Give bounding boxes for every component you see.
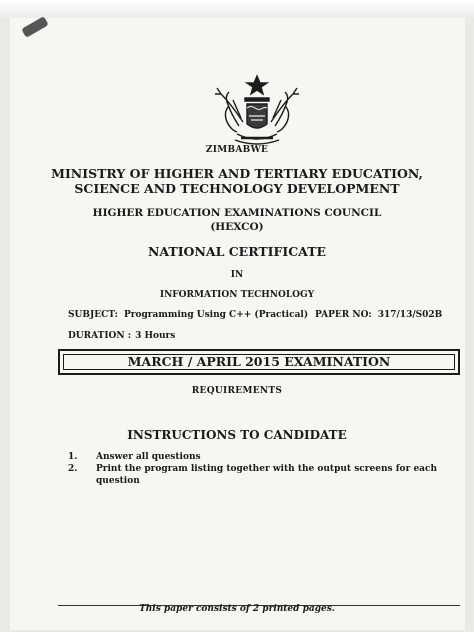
exam-title: MARCH / APRIL 2015 EXAMINATION [127, 354, 391, 369]
instruction-text: Answer all questions [96, 452, 201, 462]
requirements-heading: REQUIREMENTS [191, 386, 283, 396]
subject-value: Programming Using C++ (Practical) [123, 310, 309, 320]
instruction-number: 1. [68, 452, 78, 462]
instruction-text: Print the program listing together with the output screens for each [96, 464, 438, 474]
country-name: ZIMBABWE [205, 145, 269, 155]
instruction-number: 2. [68, 464, 78, 474]
certificate-connector: IN [230, 270, 244, 280]
exam-title-box [58, 349, 460, 375]
council-name: HIGHER EDUCATION EXAMINATIONS COUNCIL [92, 207, 382, 219]
paper-value: 317/13/S02B [377, 310, 443, 320]
subject-line [68, 310, 308, 320]
page-count-note: This paper consists of 2 printed pages. [139, 604, 335, 614]
ministry-name-line1: MINISTRY OF HIGHER AND TERTIARY EDUCATION, [51, 166, 423, 181]
duration-value: 3 Hours [135, 331, 176, 341]
instruction-text-continuation: question [96, 476, 140, 486]
scan-top-edge [0, 0, 474, 18]
duration-label: DURATION : [68, 331, 132, 341]
ministry-name-line2: SCIENCE AND TECHNOLOGY DEVELOPMENT [74, 181, 400, 196]
paper-number-line [315, 310, 442, 320]
certificate-field: INFORMATION TECHNOLOGY [159, 290, 315, 300]
zimbabwe-coat-of-arms-icon [207, 74, 307, 150]
paper-label: PAPER NO: [315, 310, 372, 320]
duration-line [68, 331, 175, 341]
certificate-title: NATIONAL CERTIFICATE [147, 244, 327, 259]
instructions-heading: INSTRUCTIONS TO CANDIDATE [127, 428, 347, 442]
council-acronym: (HEXCO) [210, 221, 264, 233]
subject-label: SUBJECT: [68, 310, 118, 320]
